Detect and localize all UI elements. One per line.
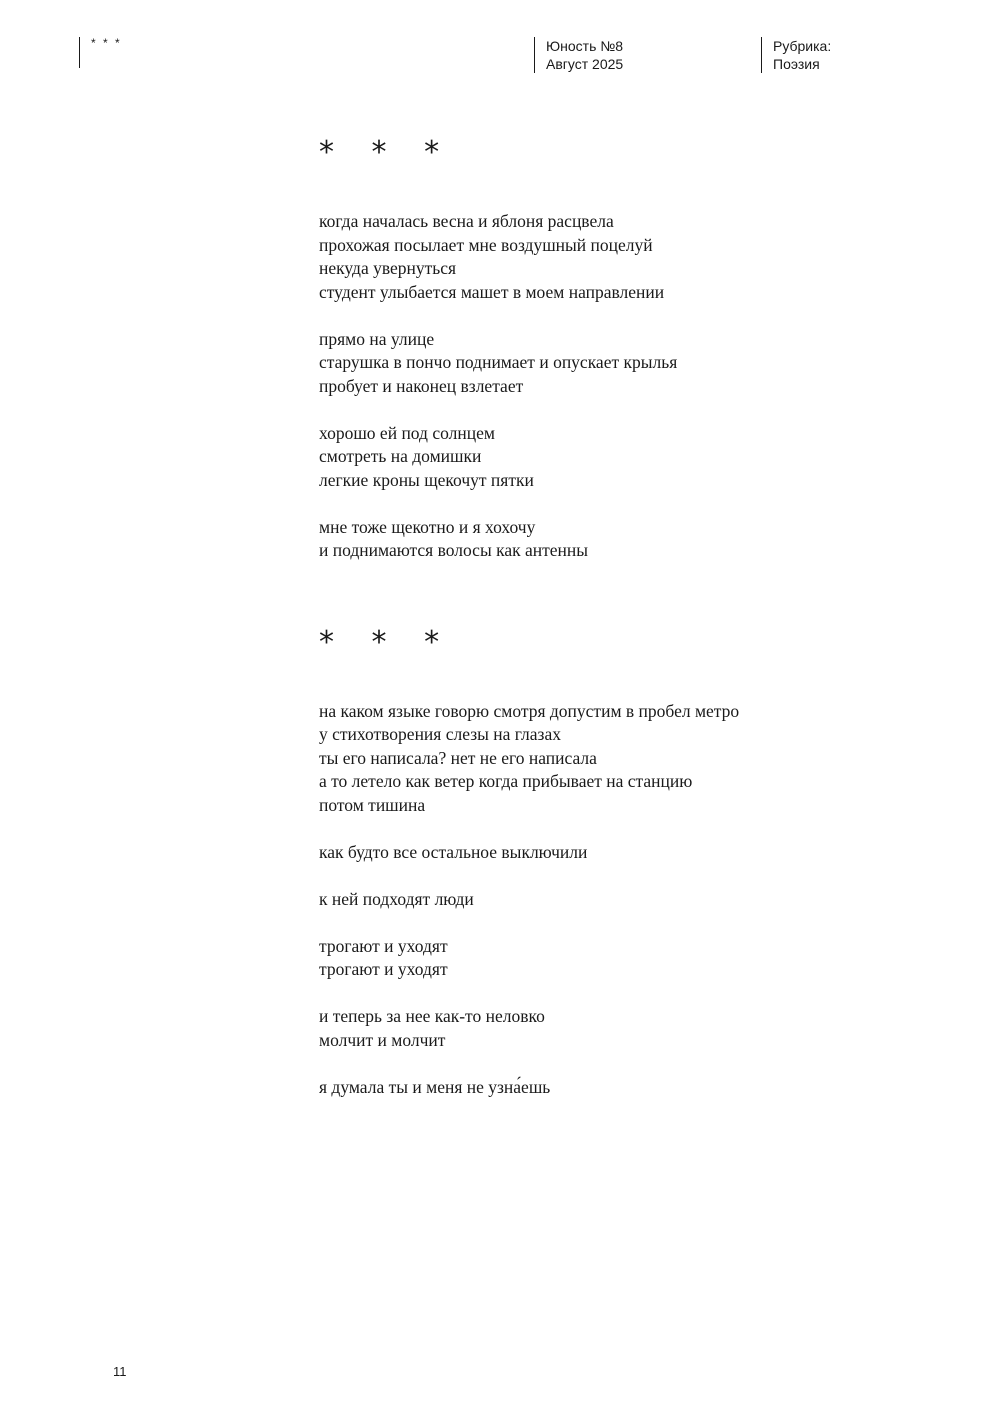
poem-line: и теперь за нее как-то неловко (319, 1006, 545, 1026)
poem-line: а то летело как ветер когда прибывает на станцию (319, 771, 693, 791)
stanza (319, 210, 919, 304)
stanza (319, 1005, 919, 1052)
poem-line: мне тоже щекотно и я хохочу (319, 516, 536, 537)
poem-line: пробует и наконец взлетает (319, 375, 524, 396)
issue-date: Август 2025 (546, 56, 624, 72)
poem-line: я думала ты и меня не узна́ешь (319, 1076, 551, 1097)
poem-line: старушка в пончо поднимает и опускает крылья (319, 352, 678, 372)
stanza (319, 700, 919, 818)
poem-line: на каком языке говорю смотря допустим в пробел метро (319, 700, 740, 721)
poem-separator: * * * (319, 624, 454, 660)
journal-title: Юность №8 (546, 38, 624, 54)
header-issue-info (534, 37, 623, 73)
header-stars: * * * (91, 36, 122, 50)
poem-separator: * * * (319, 135, 454, 170)
poem-line: у стихотворения слезы на глазах (319, 724, 561, 744)
section-value: Поэзия (773, 56, 820, 72)
poem-line: ты его написала? нет не его написала (319, 747, 597, 768)
stanza (319, 422, 919, 493)
poem (319, 623, 919, 1100)
poem (319, 133, 919, 563)
poem-line: молчит и молчит (319, 1029, 446, 1050)
poem-line: как будто все остальное выключили (319, 841, 588, 862)
poem-line: прохожая посылает мне воздушный поцелуй (319, 234, 653, 255)
header-section-info (761, 37, 831, 73)
stanza (319, 328, 919, 399)
header-left-mark (79, 37, 122, 68)
poems-column (319, 133, 919, 1159)
poem-line: к ней подходят люди (319, 888, 474, 909)
poem-line: студент улыбается машет в моем направлении (319, 281, 665, 302)
poem-line: легкие кроны щекочут пятки (319, 469, 534, 490)
poem-line: смотреть на домишки (319, 446, 482, 466)
stanza (319, 888, 919, 912)
poem-line: хорошо ей под солнцем (319, 422, 495, 443)
section-label: Рубрика: (773, 38, 832, 54)
page-number: 11 (113, 1364, 127, 1379)
poem-line: потом тишина (319, 794, 426, 815)
poem-line: трогают и уходят (319, 935, 448, 956)
stanza (319, 935, 919, 982)
stanza (319, 1076, 919, 1100)
poem-line: некуда увернуться (319, 258, 457, 278)
poem-line: прямо на улице (319, 328, 435, 349)
poem-line: и поднимаются волосы как антенны (319, 540, 589, 560)
stanza (319, 841, 919, 865)
stanza (319, 516, 919, 563)
poem-line: трогают и уходят (319, 959, 448, 979)
poem-line: когда началась весна и яблоня расцвела (319, 211, 614, 231)
